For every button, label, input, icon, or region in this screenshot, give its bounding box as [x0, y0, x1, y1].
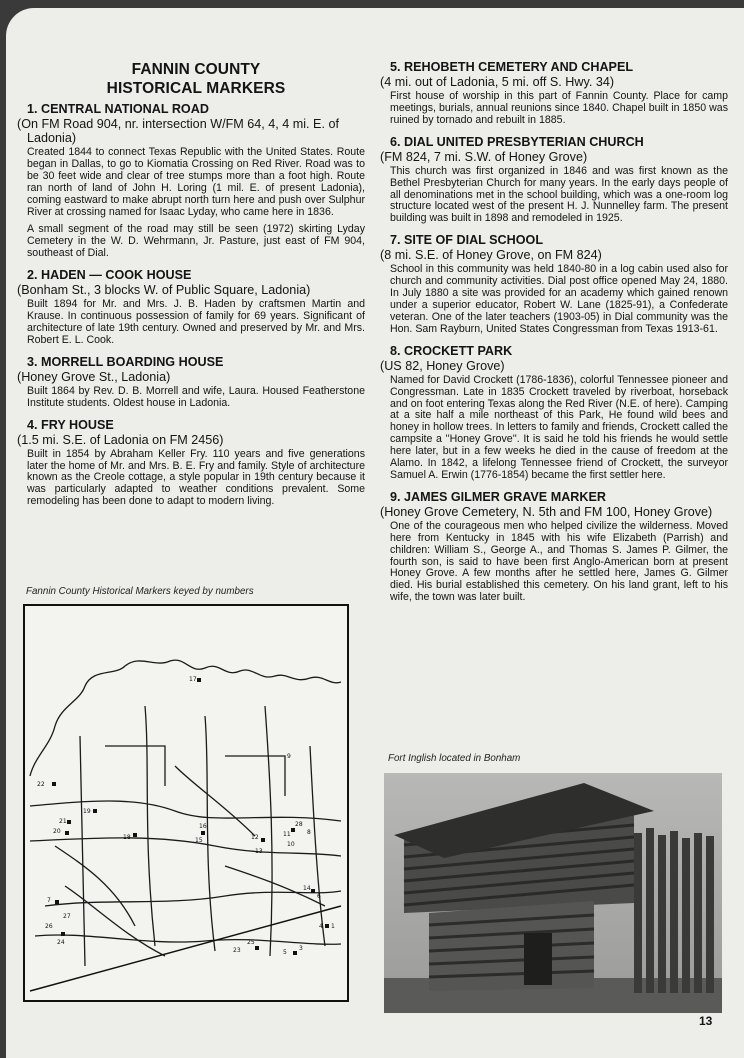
marker-location: (8 mi. S.E. of Honey Grove, on FM 824): [380, 248, 602, 263]
map-marker-label: 11: [283, 831, 291, 838]
marker-body: Created 1844 to connect Texas Republic with the United States. Route began in Dallas, to go to Kiomatia Crossing on Red River. Road was to be 30 feet wide and clear of tree stumps more than a foot high. Route ran north of land of John H. Loring (1 mil. E. of present Ladonia), coming eastward to make abrupt north turn here and push over Sulphur River at crossing named for Isaac Lyday, who came here in 1836.: [27, 146, 365, 218]
marker-body: First house of worship in this part of Fannin County. Place for camp meetings, burials, annual reunions since 1840. Chapel built in 1850 was ruined by tornado and rebuilt in 1885.: [390, 90, 728, 126]
county-map: [23, 604, 349, 1002]
map-marker-label: 24: [57, 939, 65, 946]
marker-title: 8. CROCKETT PARK: [390, 343, 513, 358]
map-marker-label: 22: [37, 781, 45, 788]
map-marker-label: 25: [247, 939, 255, 946]
marker-title: 1. CENTRAL NATIONAL ROAD: [27, 102, 209, 116]
map-marker-label: 7: [47, 897, 51, 904]
map-marker-label: 1: [331, 923, 335, 930]
marker-4: [17, 417, 365, 509]
marker-9: [380, 489, 728, 604]
marker-title: 7. SITE OF DIAL SCHOOL: [390, 233, 544, 248]
page-title-line2: HISTORICAL MARKERS: [106, 80, 286, 97]
map-marker-label: 10: [287, 841, 295, 848]
document-page: [6, 8, 744, 1058]
photo-image: [384, 773, 722, 1013]
marker-location: (1.5 mi. S.E. of Ladonia on FM 2456): [17, 432, 224, 447]
left-column: [17, 60, 365, 516]
map-marker-label: 19: [83, 808, 91, 815]
page-title: [27, 60, 365, 98]
map-marker-label: 3: [299, 945, 303, 952]
map-marker-label: 20: [53, 828, 61, 835]
marker-location: (FM 824, 7 mi. S.W. of Honey Grove): [380, 149, 588, 164]
marker-3: [17, 354, 365, 410]
map-marker-label: 27: [63, 913, 71, 920]
marker-body: Built in 1854 by Abraham Keller Fry. 110 years and five generations later the home of Mr. and Mrs. B. E. Fry and family. Style of architecture known as the Creole cottage, a style popular in 19th century because it was particularly adapted to weather conditions prevalent. Some remodeling has been done to adapt to modern living.: [27, 447, 365, 508]
marker-title: 6. DIAL UNITED PRESBYTERIAN CHURCH: [390, 134, 644, 149]
map-caption: Fannin County Historical Markers keyed by numbers: [26, 586, 254, 597]
marker-8: [380, 343, 728, 482]
map-marker-label: 17: [189, 676, 197, 683]
map-marker-label: 21: [59, 818, 67, 825]
map-drawing: [25, 606, 346, 999]
marker-title: 2. HADEN — COOK HOUSE: [27, 268, 192, 283]
map-marker-label: 14: [303, 885, 311, 892]
marker-title: 5. REHOBETH CEMETERY AND CHAPEL: [390, 60, 634, 74]
marker-location: (Honey Grove Cemetery, N. 5th and FM 100, Honey Grove): [380, 504, 713, 519]
marker-body: One of the courageous men who helped civilize the wilderness. Moved here from Kentucky in 1845 with his wife Elizabeth (Parrish) and children: William S., George A., and Thomas S. James P. Gilmer, the fourth son, is said to have been first Anglo-American born at present Honey Grove. A few months after he settled here, James G. Gilmer died. His burial established this cemetery. On his land grant, left to his wife, the town was later built.: [390, 519, 728, 604]
marker-body: School in this community was held 1840-80 in a log cabin used also for church and community activities. Dial post office opened May 24, 1880. In July 1880 a site was provided for an academy which gained renown under a superior educator, Robert W. Lane (1825-91), a Confederate veteran. One of the later teachers (1903-05) in Dial community was the Hon. Sam Rayburn, United States Congressman from Texas 1913-61.: [390, 263, 728, 335]
marker-title: 9. JAMES GILMER GRAVE MARKER: [390, 489, 606, 504]
marker-title: 3. MORRELL BOARDING HOUSE: [27, 354, 224, 369]
marker-2: [17, 268, 365, 347]
marker-body: This church was first organized in 1846 and was first known as the Bethel Presbyterian Church for many years. In the early days people of all denominations met in the school building, which was a one-room log structure located west of the present H. J. Nunnelley farm. The present building was built in 1898 and remodeled in 1925.: [390, 164, 728, 225]
map-marker-label: 8: [307, 829, 311, 836]
marker-location: (US 82, Honey Grove): [380, 358, 505, 373]
marker-body: Named for David Crockett (1786-1836), colorful Tennessee pioneer and Congressman. Late in 1835 Crockett traveled by riverboat, horseback and on foot entering Texas along the Red River (N.E. of here). Camping at a site half a mile northeast of this Park, He found wild bees and honey in hollow trees. In letters to family and friends, Crockett called the campsite a ''Honey Grove''. It is said he told his friends he would settle here later, but in a few weeks he died in the cause of freedom at the Alamo. In 1842, a lifelong Tennessee friend of Crockett, the surveyor Samuel A. Erwin (1776-1854) became the first settler here.: [390, 373, 728, 481]
map-marker-label: 5: [283, 949, 287, 956]
map-marker-label: 28: [295, 821, 303, 828]
map-marker-label: 26: [45, 923, 53, 930]
marker-body: A small segment of the road may still be seen (1972) skirting Lyday Cemetery in the W. D. Wehrmann, Jr. Pasture, just east of FM 904, southeast of Dial.: [27, 223, 365, 260]
map-marker-label: 9: [287, 753, 291, 760]
map-marker-label: 23: [233, 947, 241, 954]
marker-location: (Honey Grove St., Ladonia): [17, 369, 171, 384]
marker-location: (On FM Road 904, nr. intersection W/FM 64, 4, 4 mi. E. of Ladonia): [17, 117, 339, 145]
marker-location: (Bonham St., 3 blocks W. of Public Square, Ladonia): [17, 283, 311, 298]
map-marker-label: 15: [195, 837, 203, 844]
map-marker-label: 13: [255, 848, 263, 855]
map-marker-label: 16: [199, 823, 207, 830]
fort-inglish-photo: [384, 773, 722, 1013]
marker-7: [380, 233, 728, 335]
page-number: 13: [699, 1014, 713, 1028]
marker-6: [380, 134, 728, 226]
photo-caption: Fort Inglish located in Bonham: [388, 753, 521, 764]
right-column: [380, 60, 728, 612]
marker-body: Built 1894 for Mr. and Mrs. J. B. Haden by craftsmen Martin and Krause. In continuous possession of family for 69 years. Significant of architecture of late 19th century. Owned and preserved by Mr. and Mrs. Robert E. L. Cook.: [27, 298, 365, 346]
marker-5: [380, 60, 728, 127]
map-marker-label: 12: [251, 834, 259, 841]
map-marker-label: 18: [123, 834, 131, 841]
marker-location: (4 mi. out of Ladonia, 5 mi. off S. Hwy. 34): [380, 75, 615, 89]
marker-title: 4. FRY HOUSE: [27, 417, 114, 432]
marker-body: Built 1864 by Rev. D. B. Morrell and wife, Laura. Housed Featherstone Institute students. Oldest house in Ladonia.: [27, 384, 365, 409]
map-marker-label: 6: [317, 893, 321, 900]
page-title-line1: FANNIN COUNTY: [131, 61, 261, 78]
marker-1: [17, 102, 365, 260]
map-marker-label: 4: [319, 923, 323, 930]
